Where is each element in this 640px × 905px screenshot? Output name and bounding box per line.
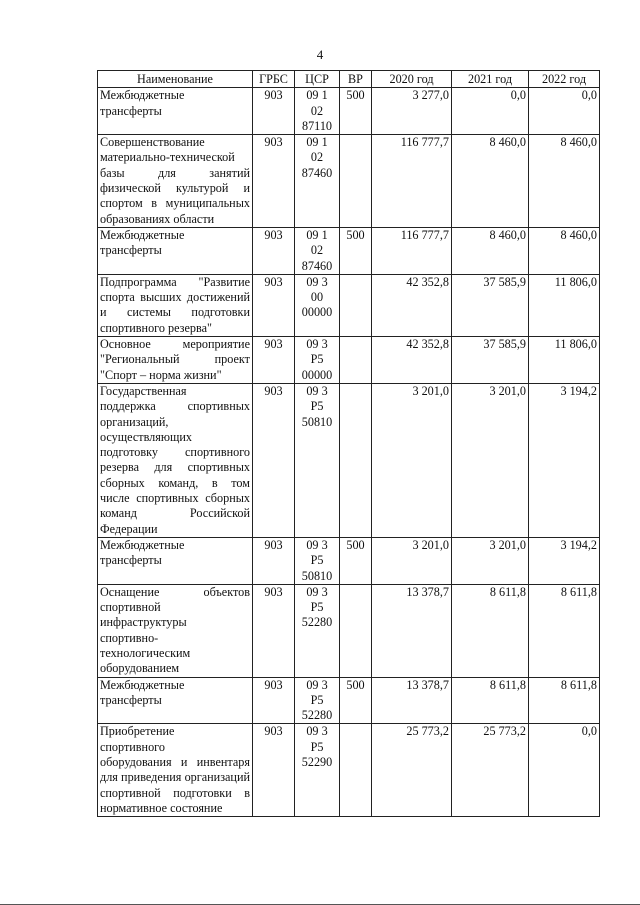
cell-2022: 0,0 (529, 88, 600, 135)
cell-2022: 8 611,8 (529, 584, 600, 677)
cell-grbs: 903 (253, 227, 295, 274)
cell-vr (340, 584, 372, 677)
table-row (98, 274, 600, 336)
cell-csr: 09 3 P5 50810 (295, 537, 340, 584)
cell-grbs: 903 (253, 724, 295, 817)
cell-grbs: 903 (253, 274, 295, 336)
cell-name: Оснащение объектов спортивной инфраструктуры спортивно- технологическим оборудованием (98, 584, 253, 677)
cell-2020: 42 352,8 (372, 337, 452, 384)
table-row (98, 677, 600, 724)
table-row (98, 537, 600, 584)
header-2021: 2021 год (452, 71, 529, 88)
cell-name: Межбюджетные трансферты (98, 227, 253, 274)
cell-2021: 37 585,9 (452, 274, 529, 336)
cell-2020: 13 378,7 (372, 584, 452, 677)
cell-2020: 25 773,2 (372, 724, 452, 817)
cell-2021: 0,0 (452, 88, 529, 135)
cell-2021: 8 611,8 (452, 584, 529, 677)
page-number: 4 (316, 47, 324, 62)
cell-2022: 8 460,0 (529, 227, 600, 274)
cell-2022: 8 611,8 (529, 677, 600, 724)
cell-grbs: 903 (253, 677, 295, 724)
cell-2022: 11 806,0 (529, 337, 600, 384)
table-row (98, 383, 600, 537)
cell-vr (340, 724, 372, 817)
cell-vr (340, 337, 372, 384)
cell-grbs: 903 (253, 383, 295, 537)
table-row (98, 337, 600, 384)
cell-grbs: 903 (253, 88, 295, 135)
cell-csr: 09 3 P5 52290 (295, 724, 340, 817)
cell-name: Приобретение спортивного оборудования и инвентаря для приведения организаций спортивной подготовки в нормативное состояние (98, 724, 253, 817)
cell-2020: 3 277,0 (372, 88, 452, 135)
cell-2022: 3 194,2 (529, 537, 600, 584)
cell-name: Основное мероприятие "Региональный проект "Спорт – норма жизни" (98, 337, 253, 384)
cell-name: Подпрограмма "Развитие спорта высших достижений и системы подготовки спортивного резерва" (98, 274, 253, 336)
cell-csr: 09 3 P5 00000 (295, 337, 340, 384)
header-grbs: ГРБС (253, 71, 295, 88)
cell-2020: 42 352,8 (372, 274, 452, 336)
cell-2021: 8 460,0 (452, 227, 529, 274)
cell-csr: 09 1 02 87460 (295, 227, 340, 274)
cell-name: Межбюджетные трансферты (98, 537, 253, 584)
cell-grbs: 903 (253, 337, 295, 384)
header-2022: 2022 год (529, 71, 600, 88)
cell-name: Межбюджетные трансферты (98, 88, 253, 135)
header-name: Наименование (98, 71, 253, 88)
cell-2020: 3 201,0 (372, 537, 452, 584)
cell-grbs: 903 (253, 537, 295, 584)
cell-2021: 37 585,9 (452, 337, 529, 384)
cell-2020: 116 777,7 (372, 135, 452, 228)
cell-2022: 8 460,0 (529, 135, 600, 228)
table-row (98, 227, 600, 274)
cell-2021: 3 201,0 (452, 537, 529, 584)
cell-name: Совершенствование материально-технической базы для занятий физической культурой и спортом в муниципальных образованиях области (98, 135, 253, 228)
cell-2021: 25 773,2 (452, 724, 529, 817)
cell-csr: 09 3 00 00000 (295, 274, 340, 336)
cell-2022: 3 194,2 (529, 383, 600, 537)
cell-vr (340, 383, 372, 537)
cell-vr (340, 135, 372, 228)
cell-grbs: 903 (253, 584, 295, 677)
cell-csr: 09 3 P5 52280 (295, 584, 340, 677)
cell-2021: 8 611,8 (452, 677, 529, 724)
cell-2021: 3 201,0 (452, 383, 529, 537)
cell-vr (340, 274, 372, 336)
cell-2022: 0,0 (529, 724, 600, 817)
table-row (98, 135, 600, 228)
cell-2020: 3 201,0 (372, 383, 452, 537)
table-header-row (98, 71, 600, 88)
table-row (98, 584, 600, 677)
cell-csr: 09 1 02 87460 (295, 135, 340, 228)
cell-vr: 500 (340, 88, 372, 135)
table-row (98, 724, 600, 817)
table-row (98, 88, 600, 135)
cell-csr: 09 3 P5 50810 (295, 383, 340, 537)
budget-table (97, 70, 600, 817)
cell-name: Межбюджетные трансферты (98, 677, 253, 724)
cell-csr: 09 1 02 87110 (295, 88, 340, 135)
cell-csr: 09 3 P5 52280 (295, 677, 340, 724)
cell-2022: 11 806,0 (529, 274, 600, 336)
cell-vr: 500 (340, 537, 372, 584)
cell-2020: 116 777,7 (372, 227, 452, 274)
cell-2020: 13 378,7 (372, 677, 452, 724)
header-2020: 2020 год (372, 71, 452, 88)
header-csr: ЦСР (295, 71, 340, 88)
header-vr: ВР (340, 71, 372, 88)
cell-vr: 500 (340, 677, 372, 724)
cell-grbs: 903 (253, 135, 295, 228)
cell-vr: 500 (340, 227, 372, 274)
cell-2021: 8 460,0 (452, 135, 529, 228)
cell-name: Государственная поддержка спортивных организаций, осуществляющих подготовку спортивного резерва для спортивных сборных команд, в том числе спортивных сборных команд Российской Федерации (98, 383, 253, 537)
